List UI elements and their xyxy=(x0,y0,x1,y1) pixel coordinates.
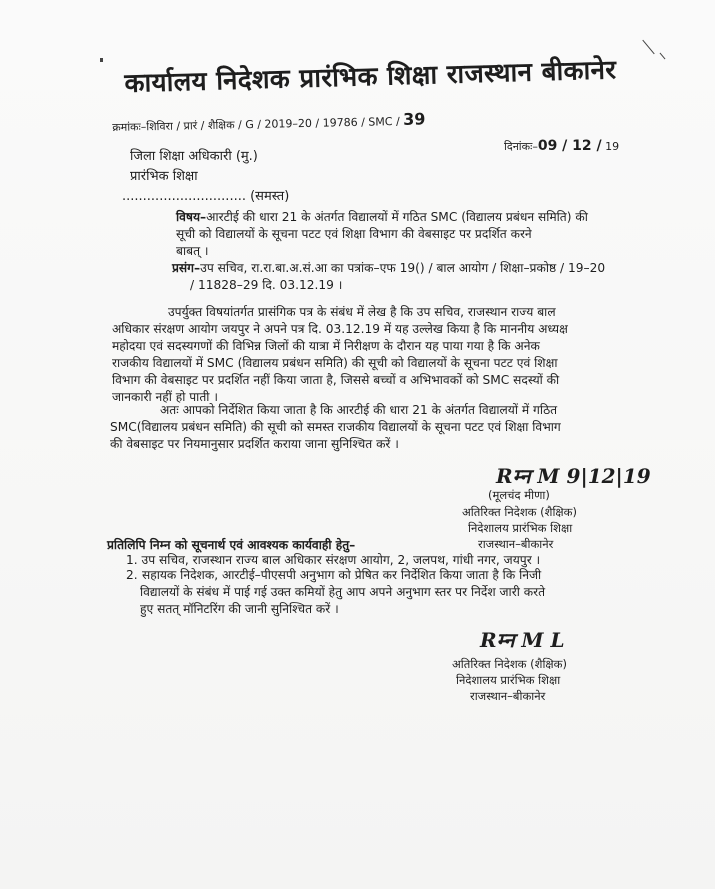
para1-line-1: उपर्युक्त विषयांतर्गत प्रासंगिक पत्र के संबंध में लेख है कि उप सचिव, राजस्थान राज्य बाल xyxy=(168,305,556,319)
signatory-2-designation: अतिरिक्त निदेशक (शैक्षिक) xyxy=(452,657,567,671)
copy-item-1-number: 1. xyxy=(126,553,138,567)
scan-mark xyxy=(642,40,654,54)
signature-1: Rम्न M 9|12|19 xyxy=(496,464,651,488)
subject-block xyxy=(176,209,616,260)
letter-date xyxy=(504,138,619,154)
addressee-line-3: .............................. (समस्त) xyxy=(122,189,290,204)
copy-item-2-line-2: विद्यालयों के संबंध में पाई गई उक्त कमियों हेतु आप अपने अनुभाग स्तर पर निर्देश जारी करते xyxy=(140,585,546,599)
addressee-line-2: प्रारंभिक शिक्षा xyxy=(130,169,198,184)
subject-line-3: बाबत् । xyxy=(176,244,209,258)
subject-label: विषय– xyxy=(176,210,207,224)
signatory-office: निदेशालय प्रारंभिक शिक्षा xyxy=(468,521,573,535)
signature-2: Rम्न M L xyxy=(480,628,565,652)
signatory-place: राजस्थान–बीकानेर xyxy=(478,537,554,551)
copy-item-1-text: उप सचिव, राजस्थान राज्य बाल अधिकार संरक्षण आयोग, 2, जलपथ, गांधी नगर, जयपुर । xyxy=(141,553,541,567)
copy-item-2-number: 2. xyxy=(126,568,138,582)
copy-item-2-line-1: सहायक निदेशक, आरटीई–पीएसपी अनुभाग को प्रेषित कर निर्देशित किया जाता है कि निजी xyxy=(142,568,542,582)
scan-mark xyxy=(660,53,666,60)
signatory-designation: अतिरिक्त निदेशक (शैक्षिक) xyxy=(462,505,577,519)
addressee-line-1: जिला शिक्षा अधिकारी (मु.) xyxy=(130,149,258,164)
date-suffix: 19 xyxy=(605,140,620,153)
para2-line-3: की वेबसाइट पर नियमानुसार प्रदर्शित कराया जाना सुनिश्चित करें । xyxy=(110,437,399,451)
reference-number xyxy=(112,109,426,135)
date-prefix: दिनांकः– xyxy=(504,140,538,153)
reference-line-1: उप सचिव, रा.रा.बा.अ.सं.आ का पत्रांक–एफ 19() / बाल आयोग / शिक्षा–प्रकोष्ठ / 19–20 xyxy=(200,261,606,275)
copy-item-2 xyxy=(126,567,622,618)
reference-line-2: / 11828–29 दि. 03.12.19 । xyxy=(190,278,343,292)
copy-item-2-line-3: हुए सतत् मॉनिटरिंग की जानी सुनिश्चित करें । xyxy=(140,602,339,616)
date-handwritten: 09 / 12 / xyxy=(537,138,602,154)
page-title: कार्यालय निदेशक प्रारंभिक शिक्षा राजस्थान बीकानेर xyxy=(124,55,617,99)
reference-block xyxy=(172,260,616,294)
reference-handwritten: 39 xyxy=(402,109,426,129)
para1-line-5: विभाग की वेबसाइट पर प्रदर्शित नहीं किया जाता है, जिससे बच्चों व अभिभावकों को SMC सदस्यों की xyxy=(112,373,560,387)
reference-label: प्रसंग– xyxy=(172,261,201,275)
subject-line-2: सूची को विद्यालयों के सूचना पटट एवं शिक्षा विभाग की वेबसाइट पर प्रदर्शित करने xyxy=(176,227,532,241)
signatory-2-office: निदेशालय प्रारंभिक शिक्षा xyxy=(456,673,561,687)
scan-mark xyxy=(100,58,103,62)
body-paragraph-1 xyxy=(112,304,622,406)
body-paragraph-2 xyxy=(110,402,622,453)
para1-line-6: जानकारी नहीं हो पाती । xyxy=(112,390,218,404)
copy-heading: प्रतिलिपि निम्न को सूचनार्थ एवं आवश्यक कार्यवाही हेतु– xyxy=(107,538,356,552)
para1-line-4: राजकीय विद्यालयों में SMC (विद्यालय प्रबंधन समिति) की सूची को विद्यालयों के सूचना पटट एवं शिक्षा xyxy=(112,356,558,370)
signatory-2-place: राजस्थान–बीकानेर xyxy=(470,689,546,703)
signatory-name: (मूलचंद मीणा) xyxy=(488,488,550,502)
subject-line-1: आरटीई की धारा 21 के अंतर्गत विद्यालयों में गठित SMC (विद्यालय प्रबंधन समिति) की xyxy=(206,210,588,224)
para1-line-2: अधिकार संरक्षण आयोग जयपुर ने अपने पत्र दि. 03.12.19 में यह उल्लेख किया है कि माननीय अध्यक्ष xyxy=(112,322,568,336)
reference-prefix: क्रमांकः–शिविरा / प्रारं / शैक्षिक / G / 2019–20 / 19786 / SMC / xyxy=(112,114,400,134)
para1-line-3: महोदया एवं सदस्यगणों की विभिन्न जिलों की यात्रा में निरीक्षण के दौरान यह पाया गया है कि अनेक xyxy=(112,339,540,353)
para2-line-1: अतः आपको निर्देशित किया जाता है कि आरटीई की धारा 21 के अंतर्गत विद्यालयों में गठित xyxy=(160,403,558,417)
para2-line-2: SMC(विद्यालय प्रबंधन समिति) की सूची को समस्त राजकीय विद्यालयों के सूचना पटट एवं शिक्षा विभाग xyxy=(110,420,561,434)
